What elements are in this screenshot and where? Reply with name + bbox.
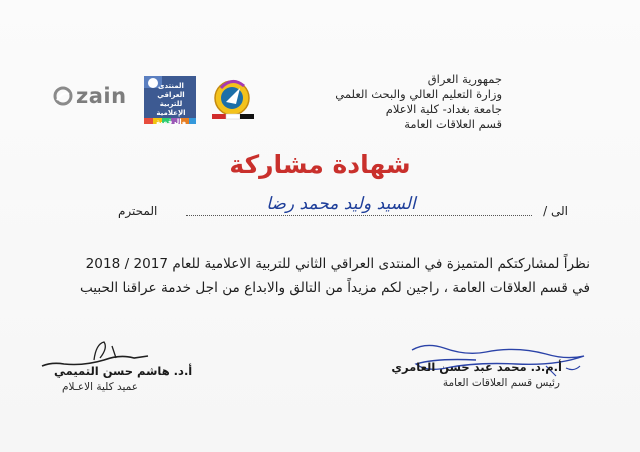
- zain-swirl-icon: [52, 85, 74, 107]
- institution-university: جامعة بغداد- كلية الاعلام: [385, 102, 502, 116]
- recipient-to-label: الى /: [543, 204, 568, 218]
- forum-logo-text: المنتدى العراقي للتربية الإعلامية والرقمية: [155, 82, 187, 126]
- certificate-body: [30, 252, 590, 300]
- body-line-1: نظراً لمشاركتكم المتميزة في المنتدى العراقي الثاني للتربية الاعلامية للعام 2017 / 2018: [85, 256, 590, 272]
- college-emblem-icon: [206, 76, 258, 124]
- body-line-2: في قسم العلاقات العامة ، راجين لكم مزيداً من التالق والابداع من اجل خدمة عراقنا الحبيب: [79, 280, 590, 296]
- signatory-left-name: أ.د. هاشم حسن التميمي: [54, 364, 193, 378]
- zain-logo: [52, 84, 127, 108]
- institution-header: [335, 72, 502, 132]
- zain-wordmark: zain: [76, 84, 127, 108]
- signatory-right-role: رئيس قسم العلاقات العامة: [442, 377, 560, 389]
- signatory-right-name: أ.م.د. محمد عبد حسن العامري: [391, 360, 562, 374]
- recipient-name: السيد وليد محمد رضا: [266, 194, 416, 214]
- signatory-left-role: عميد كلية الاعـلام: [62, 381, 138, 393]
- institution-country: جمهورية العراق: [427, 72, 502, 86]
- institution-department: قسم العلاقات العامة: [404, 117, 502, 131]
- institution-ministry: وزارة التعليم العالي والبحث العلمي: [335, 87, 502, 101]
- recipient-line: [118, 194, 568, 222]
- recipient-dotted-line: [186, 215, 532, 216]
- recipient-honorific: المحترم: [118, 204, 158, 218]
- certificate-title: شهادة مشاركة: [229, 150, 411, 179]
